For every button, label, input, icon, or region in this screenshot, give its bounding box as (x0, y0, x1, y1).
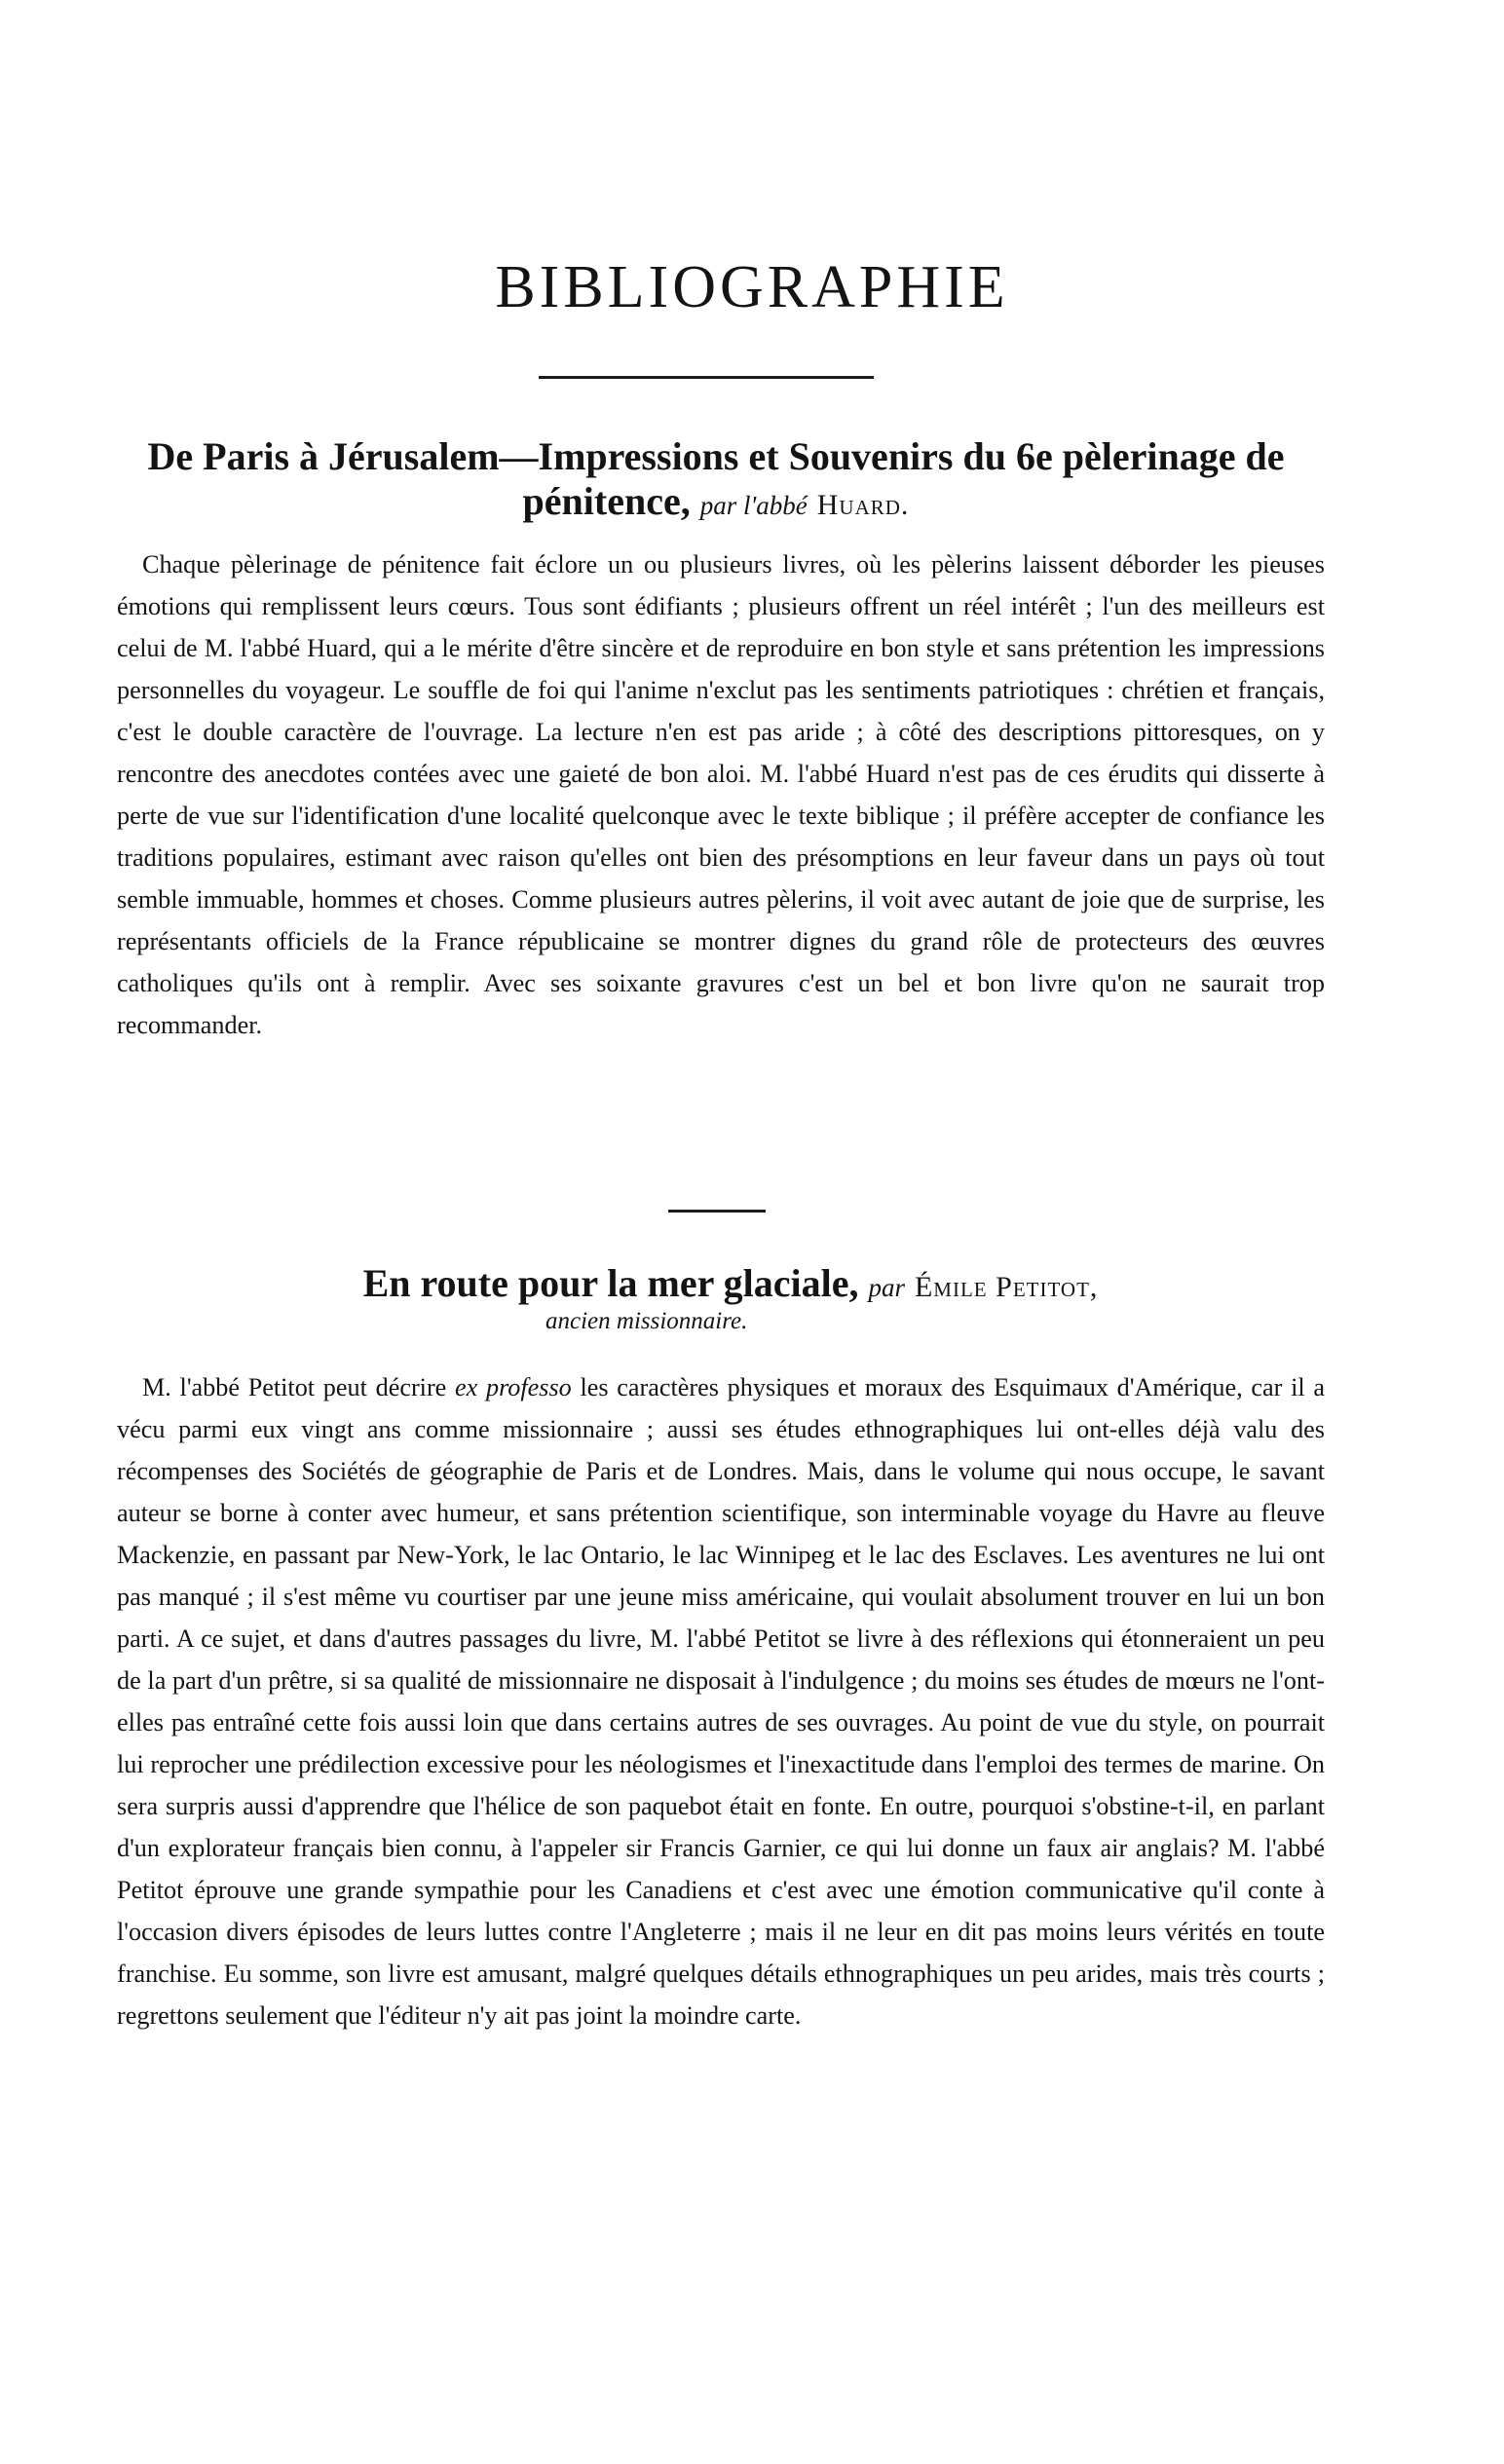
review-1-title: De Paris à Jérusalem—Impressions et Souvenirs du 6e pèlerinage de pénitence, (147, 434, 1285, 523)
review-1-body: Chaque pèlerinage de pénitence fait éclore un ou plusieurs livres, où les pèlerins laissent déborder les pieuses émotions qui remplissent leurs cœurs. Tous sont édifiants ; plusieurs offrent un réel intérêt ; l'un des meilleurs est celui de M. l'abbé Huard, qui a le mérite d'être sincère et de reproduire en bon style et sans prétention les impressions personnelles du voyageur. Le souffle de foi qui l'anime n'exclut pas les sentiments patriotiques : chrétien et français, c'est le double caractère de l'ouvrage. La lecture n'en est pas aride ; à côté des descriptions pittoresques, on y rencontre des anecdotes contées avec une gaieté de bon aloi. M. l'abbé Huard n'est pas de ces érudits qui disserte à perte de vue sur l'identification d'une localité quelconque avec le texte biblique ; il préfère accepter de confiance les traditions populaires, estimant avec raison qu'elles ont bien des présomptions en leur faveur dans un pays où tout semble immuable, hommes et choses. Comme plusieurs autres pèlerins, il voit avec autant de joie que de surprise, les représentants officiels de la France républicaine se montrer dignes du grand rôle de protecteurs des œuvres catholiques qu'ils ont à remplir. Avec ses soixante gravures c'est un bel et bon livre qu'on ne saurait trop recommander. (117, 550, 1325, 1039)
review-2-body (117, 1366, 1325, 2036)
review-2-subtitle: ancien missionnaire. (545, 1308, 748, 1334)
review-1-author: Huard. (816, 489, 910, 521)
section-divider (668, 1210, 766, 1213)
page-title: BIBLIOGRAPHIE (495, 254, 1009, 320)
review-1-byline: par l'abbé (699, 491, 808, 520)
review-2-byline: par (868, 1273, 905, 1302)
review-2-title: En route pour la mer glaciale, (362, 1261, 859, 1305)
title-divider (539, 376, 874, 379)
review-2-body-rest: les caractères physiques et moraux des Esquimaux d'Amérique, car il a vécu parmi eux vingt ans comme missionnaire ; aussi ses études ethnographiques lui ont-elles déjà valu des récompenses des Sociétés de géographie de Paris et de Londres. Mais, dans le volume qui nous occupe, le savant auteur se borne à conter avec humeur, et sans prétention scientifique, son interminable voyage du Havre au fleuve Mackenzie, en passant par New-York, le lac Ontario, le lac Winnipeg et le lac des Esclaves. Les aventures ne lui ont pas manqué ; il s'est même vu courtiser par une jeune miss américaine, qui voulait absolument trouver en lui un bon parti. A ce sujet, et dans d'autres passages du livre, M. l'abbé Petitot se livre à des réflexions qui étonneraient un peu de la part d'un prêtre, si sa qualité de missionnaire ne disposait à l'indulgence ; du moins ses études de mœurs ne l'ont-elles pas entraîné cette fois aussi loin que dans certains autres de ses ouvrages. Au point de vue du style, on pourrait lui reprocher une prédilection excessive pour les néologismes et l'inexactitude dans l'emploi des termes de marine. On sera surpris aussi d'apprendre que l'hélice de son paquebot était en fonte. En outre, pourquoi s'obstine-t-il, en parlant d'un explorateur français bien connu, à l'appeler sir Francis Garnier, ce qui lui donne un faux air anglais? M. l'abbé Petitot éprouve une grande sympathie pour les Canadiens et c'est avec une émotion communicative qu'il conte à l'occasion divers épisodes de leurs luttes contre l'Angleterre ; mais il ne leur en dit pas moins leurs vérités en toute franchise. Eu somme, son livre est amusant, malgré quelques détails ethnographiques un peu arides, mais très courts ; regrettons seulement que l'éditeur n'y ait pas joint la moindre carte. (117, 1373, 1325, 2030)
review-2-body-start: M. l'abbé Petitot peut décrire (142, 1373, 447, 1401)
review-2-author: Émile Petitot, (914, 1271, 1099, 1303)
review-2-heading (156, 1261, 1305, 1310)
review-2-body-italic: ex professo (455, 1373, 572, 1401)
review-1-heading (107, 434, 1325, 528)
